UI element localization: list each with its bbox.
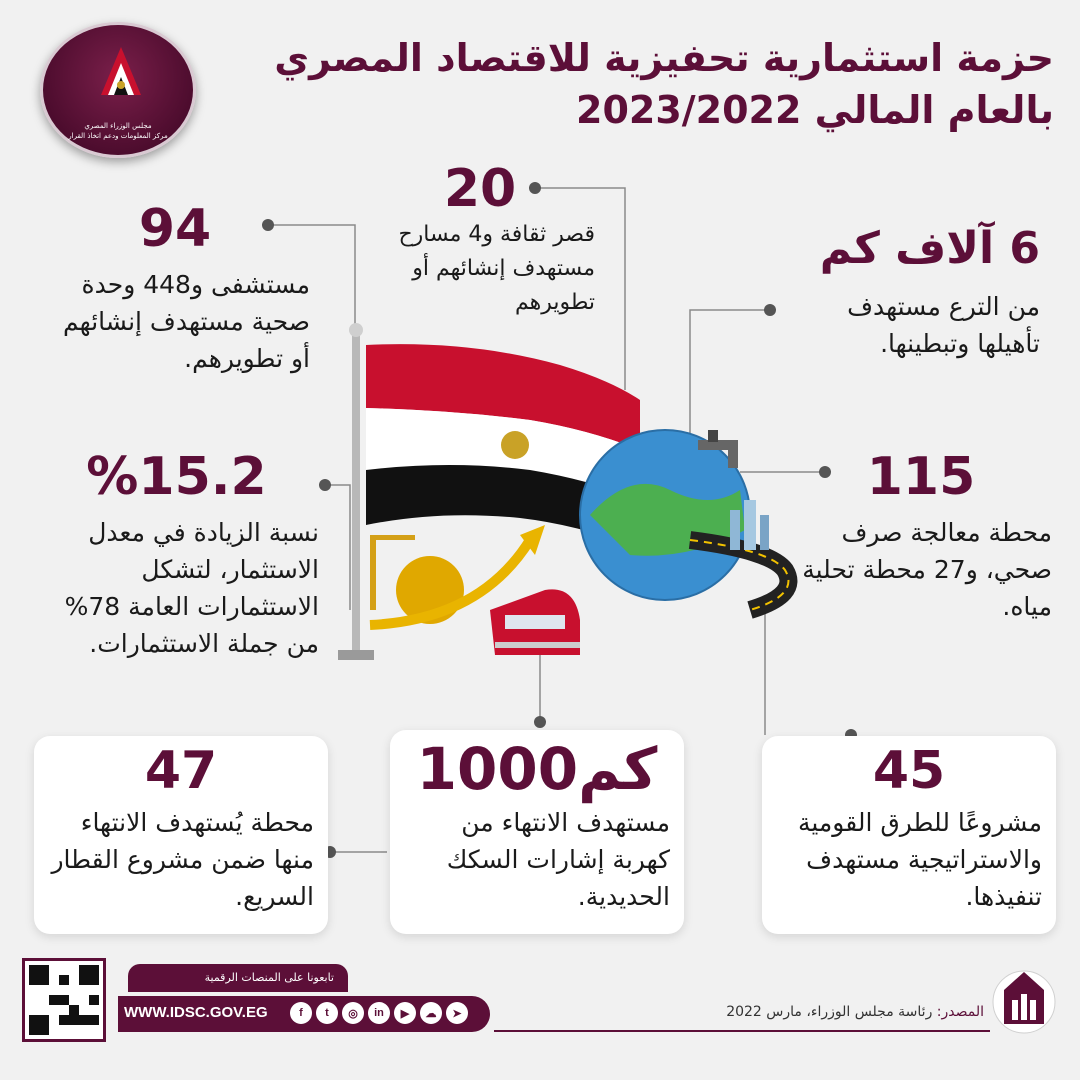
stat-culture — [365, 160, 595, 320]
stat-description: قصر ثقافة و4 مسارح مستهدف إنشائهم أو تطويرهم — [398, 222, 595, 315]
facebook-icon[interactable]: f — [290, 1002, 312, 1024]
linkedin-icon[interactable]: in — [368, 1002, 390, 1024]
stat-number: 20 — [443, 159, 517, 219]
stat-number: 115 — [866, 447, 976, 507]
stat-description: محطة يُستهدف الانتهاء منها ضمن مشروع القطار السريع. — [51, 808, 314, 911]
stat-number: 6 آلاف كم — [819, 223, 1040, 274]
stat-description: من الترع مستهدف تأهيلها وتبطينها. — [847, 292, 1040, 358]
stat-description: مستهدف الانتهاء من كهربة إشارات السكك الحديدية. — [446, 808, 670, 911]
card-roads — [762, 736, 1056, 934]
stat-description: مشروعًا للطرق القومية والاستراتيجية مستهدف تنفيذها. — [797, 808, 1042, 911]
stat-number: 47 — [144, 741, 218, 801]
cabinet-emblem-icon — [992, 964, 1056, 1040]
stat-number: 94 — [138, 199, 212, 259]
train-icon — [490, 589, 580, 655]
social-icons — [290, 1002, 468, 1024]
stat-number: 1000كم — [416, 735, 658, 803]
qr-code[interactable] — [22, 958, 106, 1042]
logo-text: مجلس الوزراء المصري مركز المعلومات ودعم اتخاذ القرار — [68, 122, 168, 140]
page-title: حزمة استثمارية تحفيزية للاقتصاد المصري بالعام المالي 2023/2022 — [274, 36, 1054, 132]
website-link[interactable]: WWW.IDSC.GOV.EG — [124, 1004, 268, 1021]
stat-number: %15.2 — [86, 447, 267, 507]
source-text: المصدر: رئاسة مجلس الوزراء، مارس 2022 — [726, 1004, 984, 1020]
stat-sewage — [790, 448, 1052, 625]
telegram-icon[interactable]: ➤ — [446, 1002, 468, 1024]
stat-description: محطة معالجة صرف صحي، و27 محطة تحلية مياه. — [802, 518, 1052, 621]
stat-railway — [404, 736, 670, 915]
idsc-logo — [40, 22, 196, 158]
card-railway — [390, 730, 684, 934]
stat-canals — [790, 220, 1040, 362]
soundcloud-icon[interactable]: ☁ — [420, 1002, 442, 1024]
stat-roads — [776, 742, 1042, 915]
card-stations — [34, 736, 328, 934]
stat-description: نسبة الزيادة في معدل الاستثمار، لتشكل الاستثمارات العامة 78% من جملة الاستثمارات. — [64, 518, 319, 658]
youtube-icon[interactable]: ▶ — [394, 1002, 416, 1024]
instagram-icon[interactable]: ◎ — [342, 1002, 364, 1024]
qr-icon — [29, 965, 99, 1035]
stat-description: مستشفى و448 وحدة صحية مستهدف إنشائهم أو تطويرهم. — [63, 270, 310, 373]
stat-investment — [34, 448, 319, 662]
stat-stations — [48, 742, 314, 915]
twitter-icon[interactable]: t — [316, 1002, 338, 1024]
stat-number: 45 — [872, 741, 946, 801]
stat-hospitals — [40, 200, 310, 377]
central-illustration — [330, 320, 800, 670]
follow-label: تابعونا على المنصات الرقمية — [128, 964, 348, 992]
emblem-icon — [99, 45, 143, 97]
